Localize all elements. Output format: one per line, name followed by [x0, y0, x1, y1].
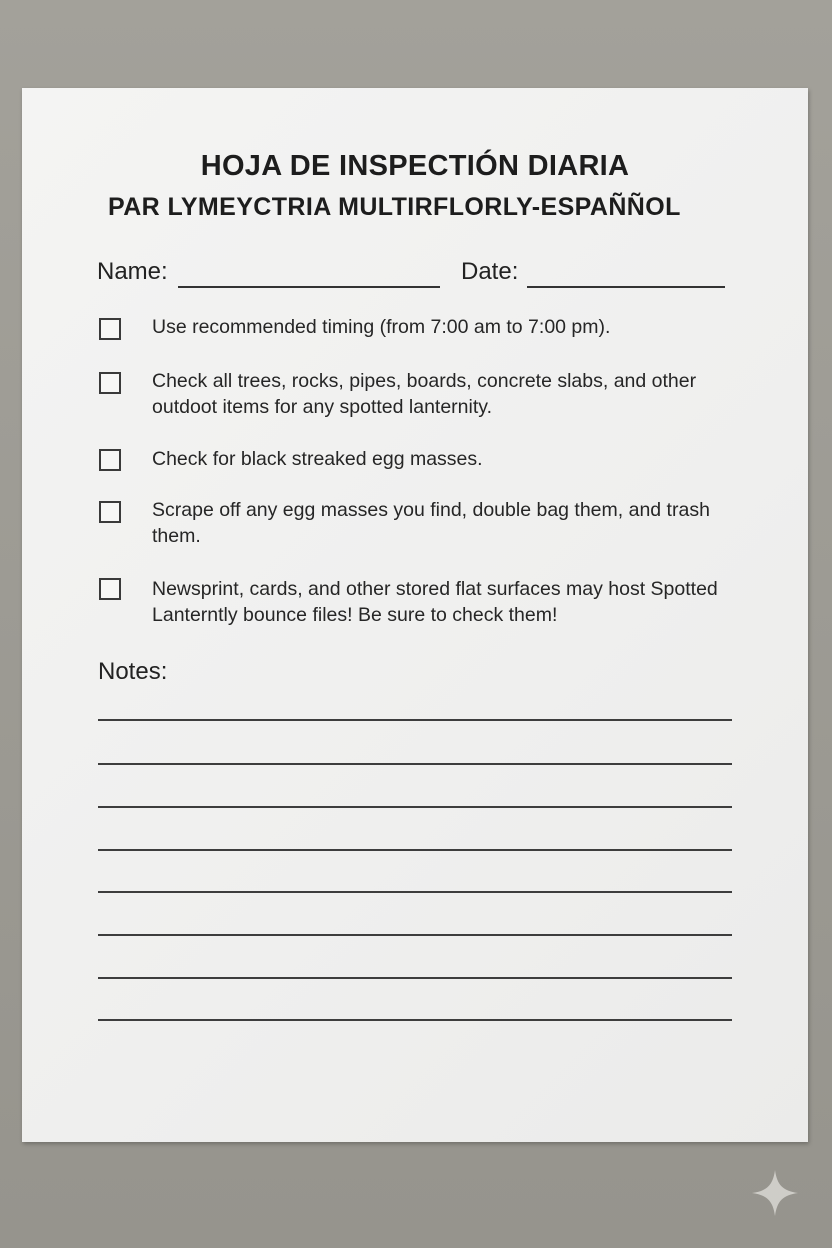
name-label: Name:: [97, 258, 168, 285]
date-label: Date:: [461, 258, 519, 285]
sparkle-icon: [750, 1168, 800, 1218]
checkbox-egg-masses[interactable]: [99, 449, 121, 471]
checklist-item-text: Scrape off any egg masses you find, double bag them, and trash them.: [152, 499, 710, 547]
note-line[interactable]: [98, 806, 732, 808]
checklist-item-text: Use recommended timing (from 7:00 am to 7:00 pm).: [152, 316, 611, 338]
note-line[interactable]: [98, 1019, 732, 1021]
inspection-sheet: [22, 88, 808, 1142]
note-line[interactable]: [98, 977, 732, 979]
checkbox-check-items[interactable]: [99, 372, 121, 394]
checkbox-scrape[interactable]: [99, 501, 121, 523]
page-title: HOJA DE INSPECTIÓN DIARIA: [200, 150, 630, 182]
note-line[interactable]: [98, 934, 732, 936]
note-line[interactable]: [98, 849, 732, 851]
date-field[interactable]: [527, 286, 725, 288]
checklist-item-text: Newsprint, cards, and other stored flat surfaces may host Spotted Lanterntly bounce files! Be sure to check them!: [152, 578, 718, 626]
checklist-item-text: Check for black streaked egg masses.: [152, 448, 483, 470]
checkbox-flat-surfaces[interactable]: [99, 578, 121, 600]
page-subtitle: PAR LYMEYCTRIA MULTIRFLORLY-ESPAÑÑOL: [108, 193, 681, 221]
notes-label: Notes:: [98, 658, 168, 685]
note-line[interactable]: [98, 891, 732, 893]
checklist-item-text: Check all trees, rocks, pipes, boards, concrete slabs, and other outdoot items for any spotted lanternity.: [152, 370, 697, 418]
checkbox-timing[interactable]: [99, 318, 121, 340]
name-field[interactable]: [178, 286, 440, 288]
note-line[interactable]: [98, 763, 732, 765]
note-line[interactable]: [98, 719, 732, 721]
